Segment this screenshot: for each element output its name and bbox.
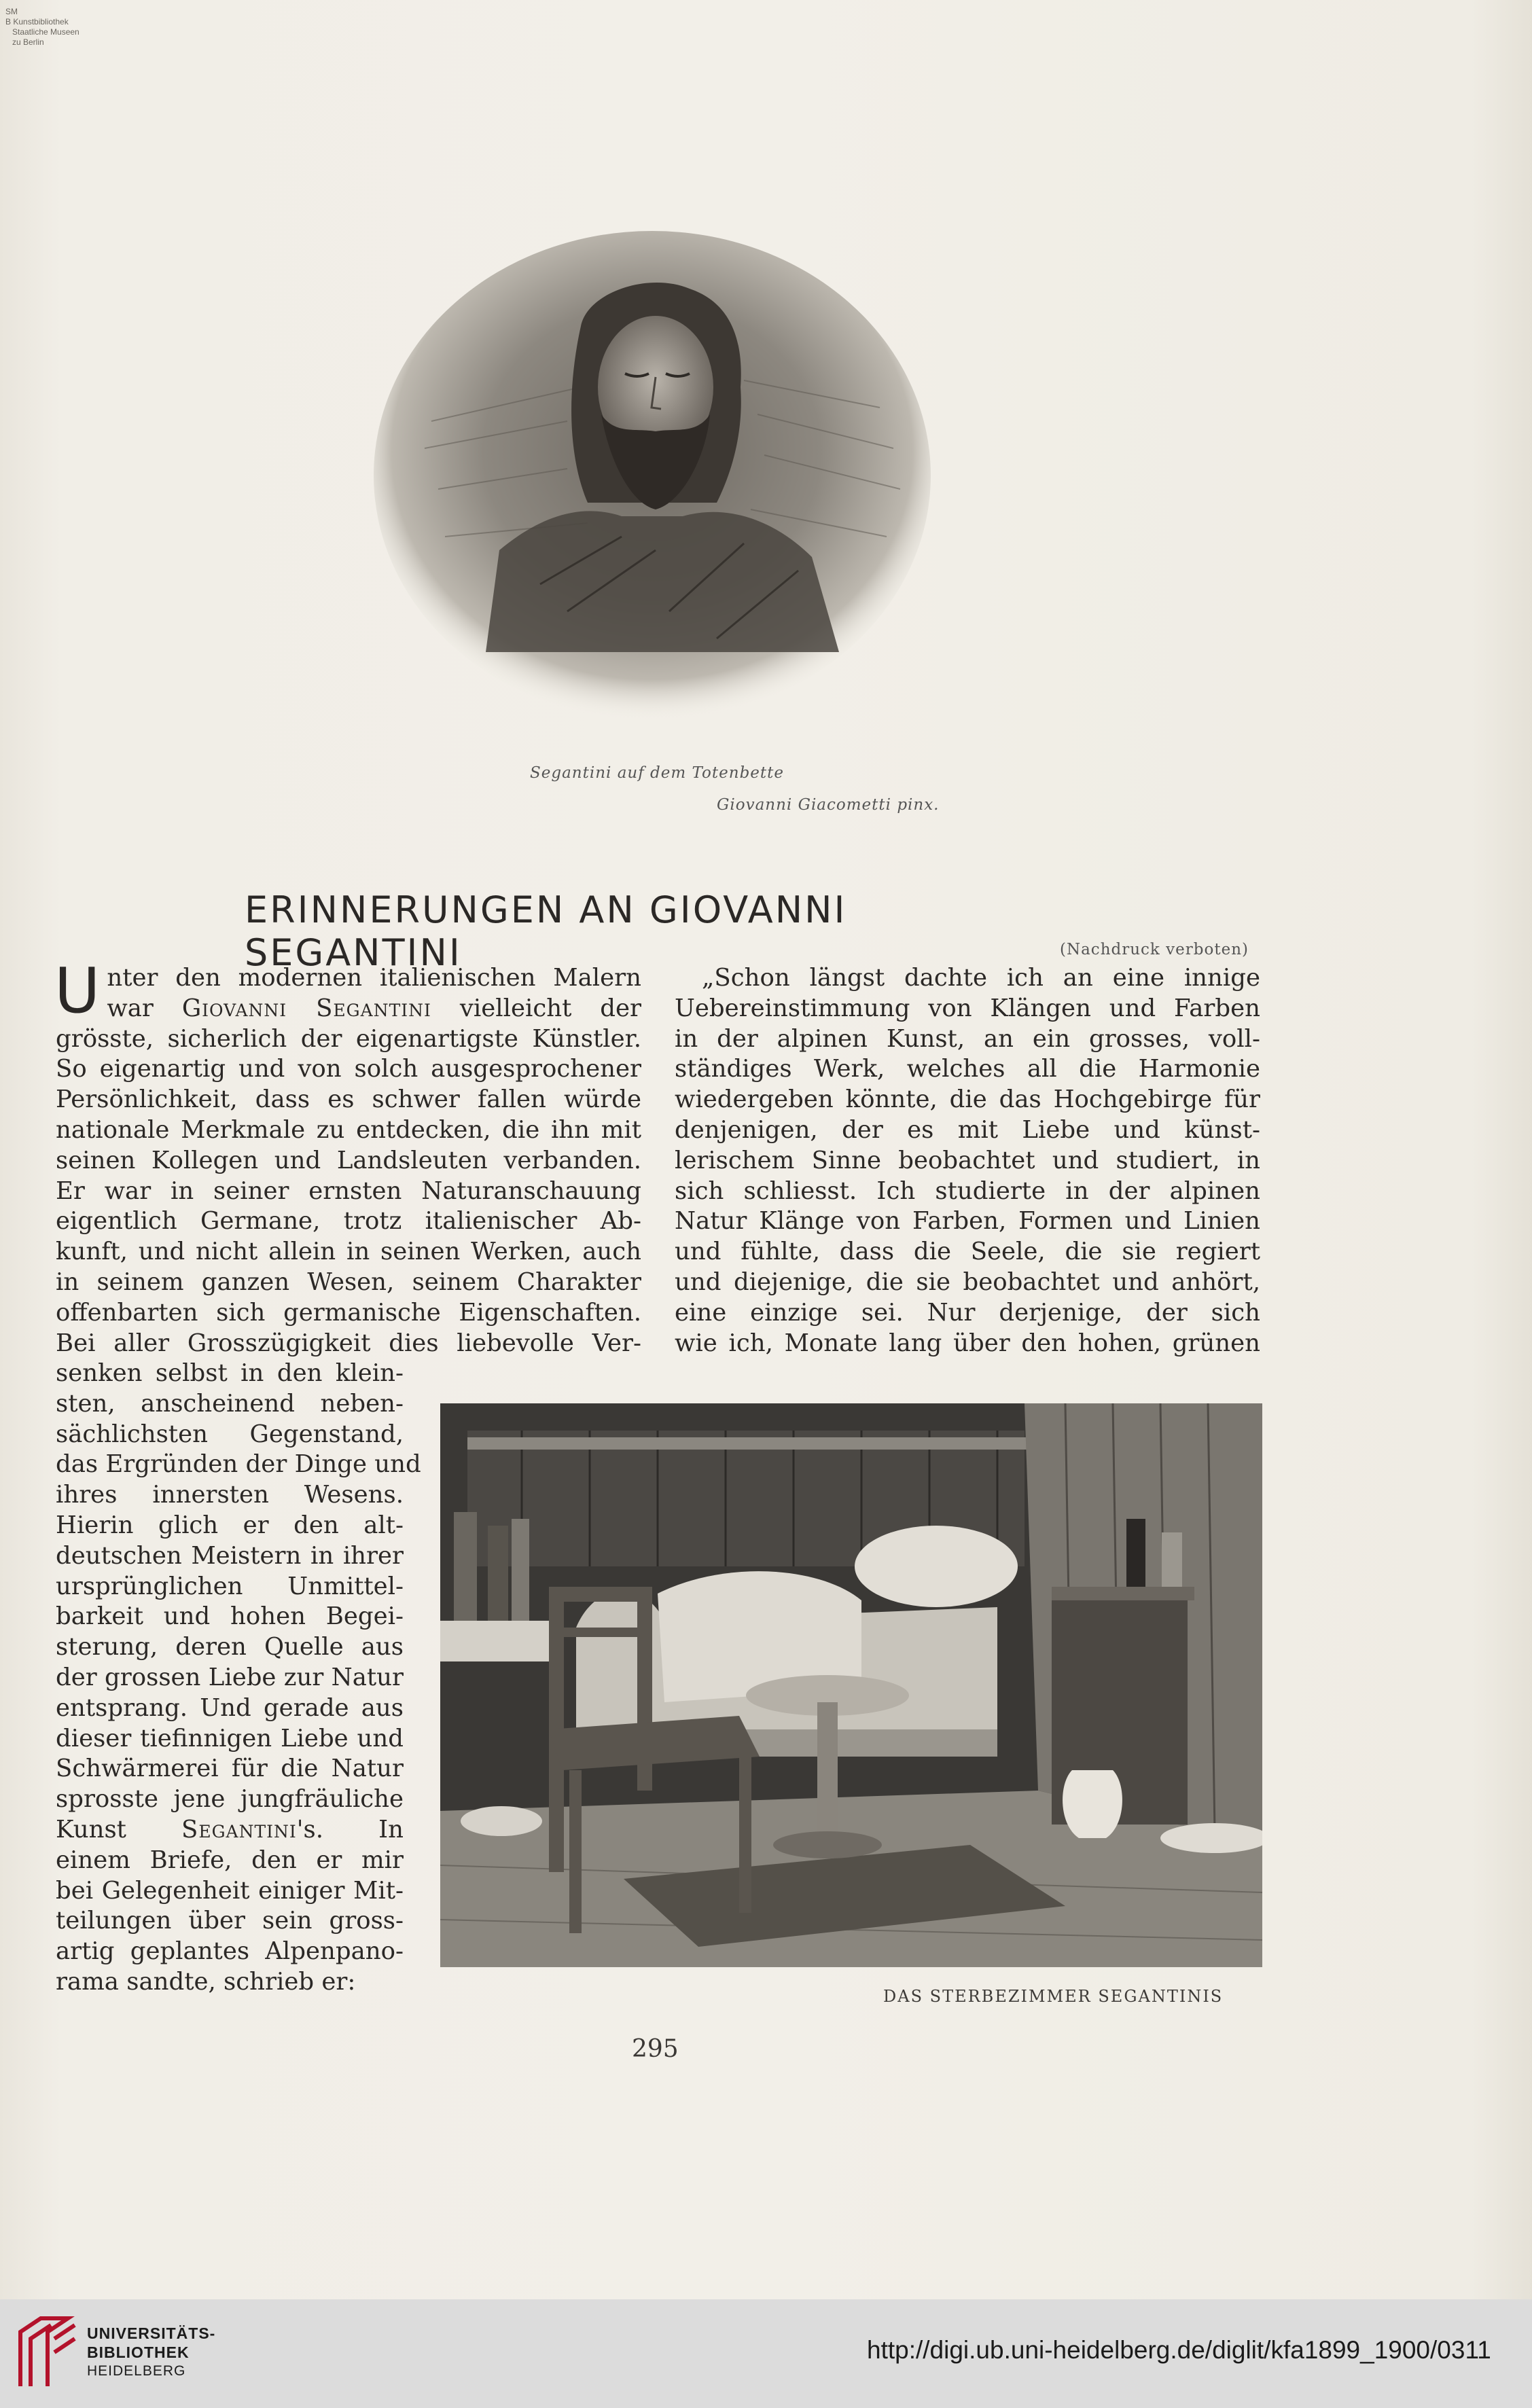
text-line: kunft, und nicht allein in seinen Werken, auch [56,1238,641,1266]
text-line: ihres innersten Wesens. [56,1481,404,1509]
text-line: Kunst Segantini's. In [56,1815,404,1844]
library-name-line: HEIDELBERG [87,2363,186,2379]
stamp-line: B Kunstbibliothek [5,17,69,26]
library-name-line: BIBLIOTHEK [87,2343,190,2361]
drop-cap: U [54,954,101,1027]
stamp-line: Staatliche Museen [12,27,79,37]
text-line: lerischem Sinne beobachtet und studiert, in [675,1146,1260,1174]
text-line: deutschen Meistern in ihrer [56,1541,404,1570]
text-line: denjenigen, der es mit Liebe und künst- [675,1115,1260,1144]
text-line: einem Briefe, den er mir [56,1846,404,1874]
text-line: seinen Kollegen und Landsleuten verbanden. [56,1146,641,1174]
page-number: 295 [632,2035,679,2063]
library-name-line: UNIVERSITÄTS- [87,2324,216,2342]
text-line: artig geplantes Alpenpano- [56,1937,404,1966]
text-line: in seinem ganzen Wesen, seinem Charakter [56,1268,641,1296]
artist-name: Segantini [181,1815,297,1844]
article-title: ERINNERUNGEN AN GIOVANNI SEGANTINI [245,888,847,974]
photo-caption: DAS STERBEZIMMER SEGANTINIS [883,1987,1224,2006]
text-line: offenbarten sich germanische Eigenschaften. [56,1298,641,1327]
text-line: Er war in seiner ernsten Naturanschauung [56,1176,641,1205]
text-line: in der alpinen Kunst, an ein grosses, voll- [675,1024,1260,1053]
text-line: wiedergeben könnte, die das Hochgebirge für [675,1085,1260,1114]
stamp-line: zu Berlin [12,37,44,47]
text-line: senken selbst in den klein- [56,1359,404,1387]
text-line: Schwärmerei für die Natur [56,1755,404,1783]
left-column-top [54,954,641,1359]
text-line: der grossen Liebe zur Natur [56,1663,404,1691]
library-stamp [5,7,128,48]
library-footer [0,2299,1532,2408]
text-line: ständiges Werk, welches all die Harmonie [675,1055,1260,1083]
text-line: nationale Merkmale zu entdecken, die ihn mit [56,1115,641,1144]
text-line: Natur Klänge von Farben, Formen und Linien [675,1207,1260,1236]
left-column-narrow [56,1359,421,1998]
text-line: bei Gelegenheit einiger Mit- [56,1876,404,1905]
text-line: So eigenartig und von solch ausgesprochener [56,1055,641,1083]
text-line: rama sandte, schrieb er: [56,1967,356,1996]
text-line: nter den modernen italienischen Malern [107,964,641,992]
text-line: dieser tiefinnigen Liebe und [56,1724,404,1753]
text-line: eine einzige sei. Nur derjenige, der sich [675,1298,1260,1327]
source-url-link[interactable]: http://digi.ub.uni-heidelberg.de/diglit/kfa1899_1900/0311 [867,2336,1491,2364]
text-line: sterung, deren Quelle aus [56,1633,404,1661]
text-line: ursprünglichen Unmittel- [56,1572,404,1600]
text-line: eigentlich Germane, trotz italienischer Ab- [56,1207,641,1236]
reprint-note: (Nachdruck verboten) [1060,941,1249,958]
text-line: das Ergründen der Dinge und [56,1450,421,1479]
text-line: sich schliesst. Ich studierte in der alpinen [675,1176,1260,1205]
text-line: Uebereinstimmung von Klängen und Farben [675,994,1260,1022]
text-line: Bei aller Grosszügigkeit dies liebevolle Ver- [56,1329,641,1357]
text-line: war Giovanni Segantini vielleicht der [107,994,641,1022]
text-line: sprosste jene jungfräuliche [56,1785,404,1814]
text-line: entsprang. Und gerade aus [56,1693,404,1722]
university-library-logo [14,2312,82,2393]
right-column [675,963,1260,1359]
text-line: teilungen über sein gross- [56,1907,404,1935]
text-line: Hierin glich er den alt- [56,1511,404,1539]
text-line: barkeit und hohen Begei- [56,1602,404,1631]
portrait-caption: Segantini auf dem Totenbette [530,764,784,782]
death-room-photo [440,1403,1262,1967]
text-line: sten, anscheinend neben- [56,1389,404,1418]
stamp-line: SM [5,7,18,16]
text-line: wie ich, Monate lang über den hohen, grünen [675,1329,1260,1357]
text-line: sächlichsten Gegenstand, [56,1420,404,1448]
text-line: grösste, sicherlich der eigenartigste Künstler. [56,1024,641,1053]
text-line: und diejenige, die sie beobachtet und anhört, [675,1268,1260,1296]
text-line: „Schon längst dachte ich an eine innige [702,964,1260,992]
portrait-illustration [363,231,941,734]
library-name [87,2324,215,2381]
text-line: Persönlichkeit, dass es schwer fallen würde [56,1085,641,1114]
artist-name: Giovanni Segantini [181,994,431,1022]
text-line: und fühlte, dass die Seele, die sie regiert [675,1238,1260,1266]
portrait-artist-credit: Giovanni Giacometti pinx. [717,796,940,814]
